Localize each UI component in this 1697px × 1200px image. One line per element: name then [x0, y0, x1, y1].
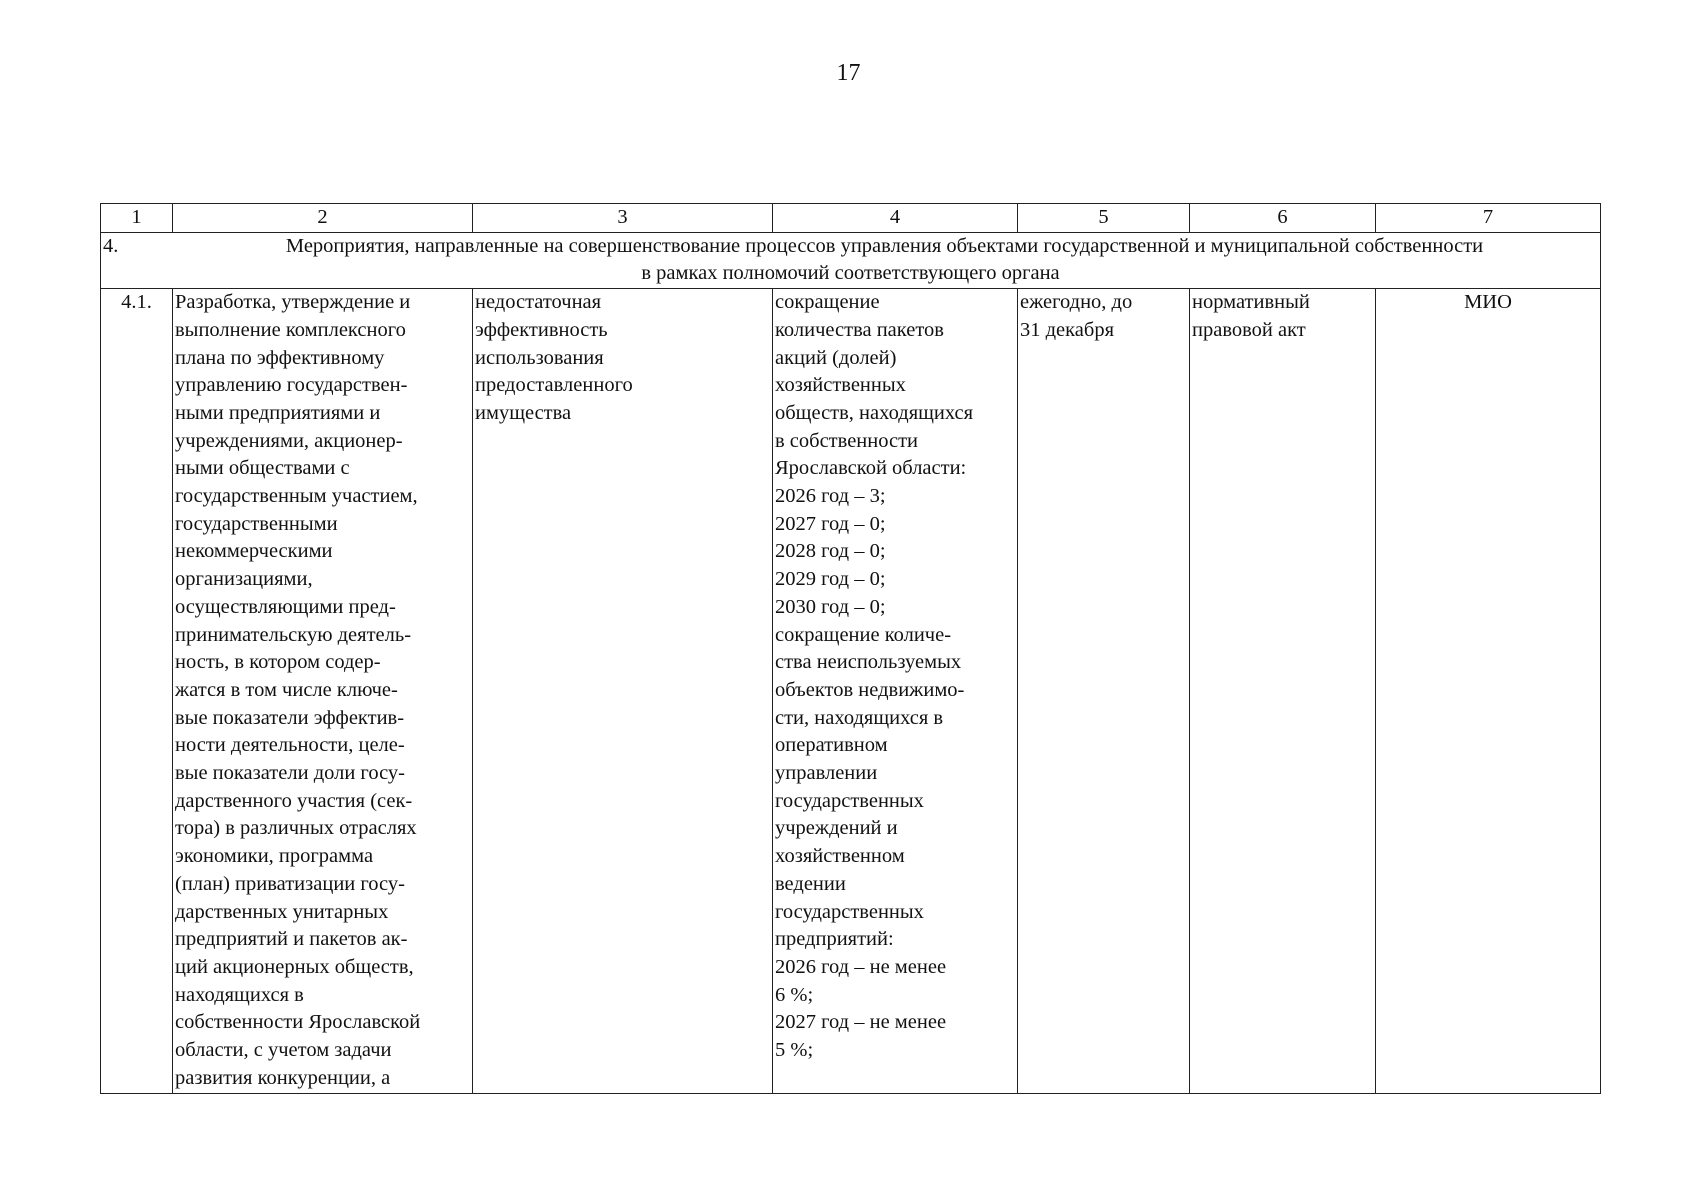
text-line: ными предприятиями и [175, 401, 381, 424]
text-line: 31 декабря [1020, 318, 1115, 341]
text-line: учреждениями, акционер- [175, 429, 403, 452]
text-line: находящихся в [175, 983, 304, 1006]
deadline [1018, 289, 1190, 1093]
text-line: оперативном [775, 734, 888, 757]
section-title [103, 233, 1598, 288]
column-number-4: 4 [773, 204, 1018, 233]
section-cell [101, 232, 1601, 288]
section-number: 4. [103, 234, 119, 257]
text-line: количества пакетов [775, 318, 944, 341]
text-line: развития конкуренции, а [175, 1066, 391, 1089]
text-line: управлении [775, 762, 878, 785]
column-number-7: 7 [1376, 204, 1601, 233]
text-line: хозяйственных [775, 374, 906, 397]
text-line: предприятий: [775, 928, 894, 951]
responsible-body: МИО [1376, 289, 1601, 1093]
column-number-3: 3 [473, 204, 773, 233]
document-type [1190, 289, 1376, 1093]
text-line: (план) приватизации госу- [175, 872, 405, 895]
text-line: экономики, программа [175, 845, 374, 868]
section-title-line: Мероприятия, направленные на совершенствование процессов управления объектами государственной и муниципальной собственности [285, 234, 1484, 257]
text-line: некоммерческими [175, 540, 333, 563]
text-line: 2026 год – не менее [775, 955, 947, 978]
text-line: ций акционерных обществ, [175, 955, 414, 978]
text-line: 2029 год – 0; [775, 568, 886, 591]
text-line: Разработка, утверждение и [175, 291, 411, 314]
column-number-1: 1 [101, 204, 173, 233]
text-line: 2027 год – не менее [775, 1011, 947, 1034]
text-line: 2027 год – 0; [775, 512, 886, 535]
row-number: 4.1. [101, 289, 173, 1093]
text-line: обществ, находящихся [775, 401, 974, 424]
expected-result [773, 289, 1018, 1093]
column-number-6: 6 [1190, 204, 1376, 233]
column-number-row [101, 204, 1601, 233]
text-line: эффективность [475, 318, 608, 341]
text-line: правовой акт [1192, 318, 1306, 341]
text-line: государственными [175, 512, 338, 535]
text-line: вые показатели доли госу- [175, 762, 405, 785]
text-line: 2028 год – 0; [775, 540, 886, 563]
text-line: 6 %; [775, 983, 814, 1006]
text-line: акций (долей) [775, 346, 897, 369]
text-line: ность, в котором содер- [175, 651, 381, 674]
text-line: организациями, [175, 568, 313, 591]
text-line: 2026 год – 3; [775, 485, 886, 508]
text-line: выполнение комплексного [175, 318, 406, 341]
section-title-line: в рамках полномочий соответствующего органа [641, 262, 1060, 285]
text-line: в собственности [775, 429, 919, 452]
measures-table [100, 203, 1601, 1094]
page-number: 17 [836, 60, 861, 86]
text-line: 2030 год – 0; [775, 595, 886, 618]
text-line: нормативный [1192, 291, 1310, 314]
text-line: предприятий и пакетов ак- [175, 928, 408, 951]
text-line: учреждений и [775, 817, 898, 840]
text-line: сокращение количе- [775, 623, 952, 646]
text-line: хозяйственном [775, 845, 905, 868]
text-line: тора) в различных отраслях [175, 817, 417, 840]
column-number-5: 5 [1018, 204, 1190, 233]
section-row [101, 232, 1601, 288]
text-line: недостаточная [475, 291, 602, 314]
text-line: имущества [475, 401, 572, 424]
text-line: дарственных унитарных [175, 900, 389, 923]
text-line: предоставленного [475, 374, 633, 397]
text-line: вые показатели эффектив- [175, 706, 405, 729]
text-line: государственных [775, 900, 924, 923]
text-line: объектов недвижимо- [775, 678, 965, 701]
text-line: государственных [775, 789, 924, 812]
text-line: жатся в том числе ключе- [175, 678, 398, 701]
text-line: сокращение [775, 291, 880, 314]
text-line: ведении [775, 872, 846, 895]
text-line: 5 %; [775, 1039, 814, 1062]
text-line: принимательскую деятель- [175, 623, 412, 646]
text-line: ными обществами с [175, 457, 350, 480]
text-line: области, с учетом задачи [175, 1039, 392, 1062]
text-line: ежегодно, до [1020, 291, 1133, 314]
text-line: плана по эффективному [175, 346, 385, 369]
table-row [101, 289, 1601, 1093]
text-line: осуществляющими пред- [175, 595, 396, 618]
column-number-2: 2 [173, 204, 473, 233]
text-line: ности деятельности, целе- [175, 734, 405, 757]
problem-description [473, 289, 773, 1093]
measure-description [173, 289, 473, 1093]
text-line: использования [475, 346, 604, 369]
text-line: государственным участием, [175, 485, 418, 508]
text-line: собственности Ярославской [175, 1011, 421, 1034]
text-line: Ярославской области: [775, 457, 967, 480]
text-line: сти, находящихся в [775, 706, 944, 729]
text-line: ства неиспользуемых [775, 651, 962, 674]
text-line: дарственного участия (сек- [175, 789, 413, 812]
text-line: управлению государствен- [175, 374, 408, 397]
